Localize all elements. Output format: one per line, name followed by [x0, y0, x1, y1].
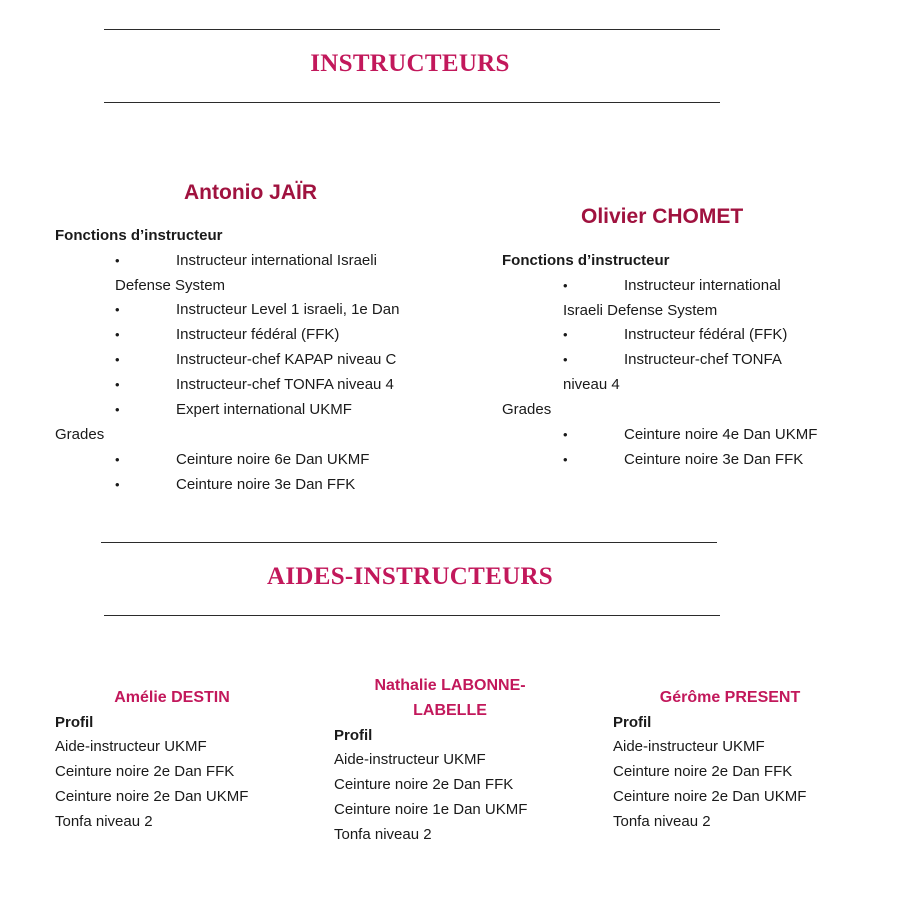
grade-item: Ceinture noire 6e Dan UKMF: [176, 451, 370, 468]
instructor-name: Antonio JAÏR: [184, 181, 317, 204]
grade-item: Ceinture noire 4e Dan UKMF: [624, 426, 818, 443]
bullet: •: [563, 427, 568, 442]
profile-line: Aide-instructeur UKMF: [334, 751, 486, 768]
profile-label: Profil: [613, 714, 652, 731]
bullet: •: [115, 452, 120, 467]
profile-line: Ceinture noire 2e Dan UKMF: [613, 788, 807, 805]
bullet: •: [115, 253, 120, 268]
aide-name-line-1: Nathalie LABONNE-: [374, 677, 526, 694]
divider: [104, 102, 720, 103]
profile-line: Ceinture noire 1e Dan UKMF: [334, 801, 528, 818]
functions-label: Fonctions d’instructeur: [502, 252, 670, 269]
profile-line: Tonfa niveau 2: [334, 826, 432, 843]
grades-label: Grades: [502, 401, 552, 418]
bullet: •: [563, 327, 568, 342]
function-item: Expert international UKMF: [176, 401, 352, 418]
bullet: •: [115, 402, 120, 417]
function-item-continued: niveau 4: [563, 376, 620, 393]
aide-name-line-2: LABELLE: [413, 702, 487, 719]
function-item: Instructeur Level 1 israeli, 1e Dan: [176, 301, 400, 318]
bullet: •: [115, 477, 120, 492]
instructeurs-title: INSTRUCTEURS: [310, 50, 510, 77]
function-item: Instructeur-chef TONFA niveau 4: [176, 376, 394, 393]
divider: [101, 542, 717, 543]
grades-label: Grades: [55, 426, 105, 443]
aide-name: Gérôme PRESENT: [659, 689, 801, 706]
bullet: •: [115, 377, 120, 392]
profile-line: Ceinture noire 2e Dan FFK: [55, 763, 235, 780]
function-item: Instructeur-chef KAPAP niveau C: [176, 351, 397, 368]
grade-item: Ceinture noire 3e Dan FFK: [176, 476, 356, 493]
bullet: •: [115, 352, 120, 367]
function-item-continued: Israeli Defense System: [563, 302, 718, 319]
profile-line: Ceinture noire 2e Dan UKMF: [55, 788, 249, 805]
functions-label: Fonctions d’instructeur: [55, 227, 223, 244]
profile-line: Tonfa niveau 2: [613, 813, 711, 830]
bullet: •: [115, 302, 120, 317]
bullet: •: [563, 352, 568, 367]
divider: [104, 29, 720, 30]
profile-label: Profil: [334, 727, 373, 744]
grade-item: Ceinture noire 3e Dan FFK: [624, 451, 804, 468]
bullet: •: [115, 327, 120, 342]
aide-name: Amélie DESTIN: [114, 689, 230, 706]
profile-line: Aide-instructeur UKMF: [613, 738, 765, 755]
function-item: Instructeur fédéral (FFK): [624, 326, 788, 343]
function-item: Instructeur-chef TONFA: [624, 351, 782, 368]
function-item: Instructeur international Israeli: [176, 252, 377, 269]
divider: [104, 615, 720, 616]
function-item: Instructeur fédéral (FFK): [176, 326, 340, 343]
profile-line: Ceinture noire 2e Dan FFK: [613, 763, 793, 780]
bullet: •: [563, 278, 568, 293]
function-item-continued: Defense System: [115, 277, 226, 294]
function-item: Instructeur international: [624, 277, 781, 294]
profile-line: Ceinture noire 2e Dan FFK: [334, 776, 514, 793]
profile-label: Profil: [55, 714, 94, 731]
profile-line: Tonfa niveau 2: [55, 813, 153, 830]
profile-line: Aide-instructeur UKMF: [55, 738, 207, 755]
aides-instructeurs-title: AIDES-INSTRUCTEURS: [266, 563, 554, 590]
bullet: •: [563, 452, 568, 467]
instructor-name: Olivier CHOMET: [581, 205, 744, 228]
